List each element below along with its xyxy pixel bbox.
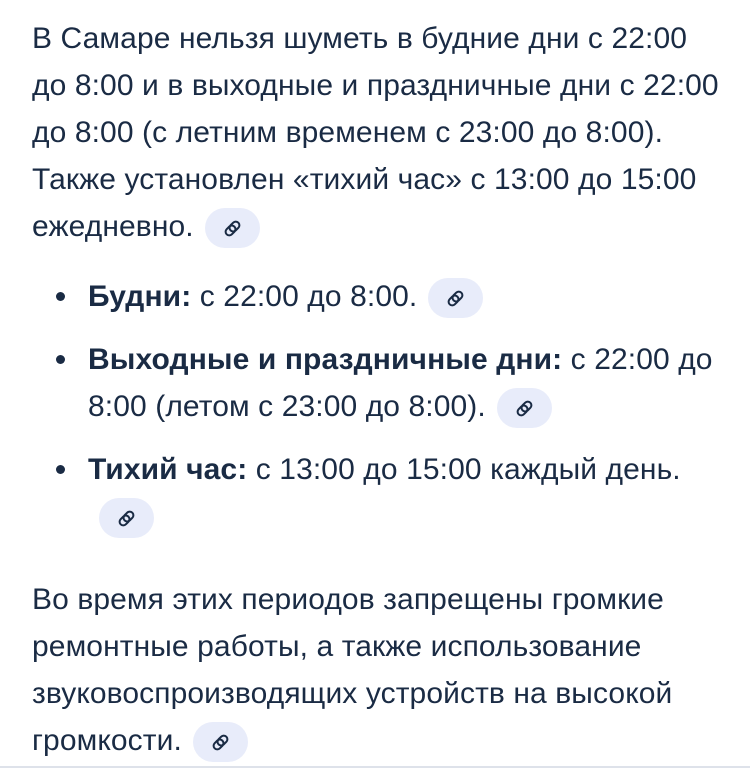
- link-icon: [513, 397, 536, 420]
- list-item-label: Выходные и праздничные дни:: [88, 343, 563, 376]
- list-item-label: Тихий час:: [88, 453, 248, 486]
- list-item: [32, 446, 720, 540]
- citation-link-button[interactable]: [428, 278, 483, 318]
- list-item: [32, 336, 720, 430]
- citation-link-button[interactable]: [497, 388, 552, 428]
- list-item: [32, 273, 720, 320]
- list-item-label: Будни:: [88, 280, 192, 313]
- outro-paragraph: [32, 576, 720, 764]
- link-icon: [209, 731, 232, 754]
- list-item-text: с 13:00 до 15:00 каждый день.: [255, 453, 681, 486]
- bullet-dot: [56, 292, 65, 301]
- link-icon: [115, 507, 138, 530]
- link-icon: [444, 287, 467, 310]
- intro-text: В Самаре нельзя шуметь в будние дни с 22:00 до 8:00 и в выходные и праздничные дни с 22:00 до 8:00 (с летним временем с 23:00 до 8:00). Также установлен «тихий час» с 13:00 до 15:00 ежедневно.: [32, 22, 719, 243]
- link-icon: [221, 217, 244, 240]
- citation-link-button[interactable]: [205, 208, 260, 248]
- list-item-text: с 22:00 до 8:00 (летом с 23:00 до 8:00).: [88, 343, 713, 423]
- intro-paragraph: [32, 15, 720, 250]
- list-item-text: с 22:00 до 8:00.: [199, 280, 418, 313]
- citation-link-button[interactable]: [99, 498, 154, 538]
- citation-link-button[interactable]: [193, 722, 248, 762]
- rules-list: [32, 273, 720, 540]
- bullet-dot: [56, 355, 65, 364]
- bullet-dot: [56, 465, 65, 474]
- outro-text: Во время этих периодов запрещены громкие ремонтные работы, а также использование звуковоспроизводящих устройств на высокой громкости.: [32, 583, 673, 757]
